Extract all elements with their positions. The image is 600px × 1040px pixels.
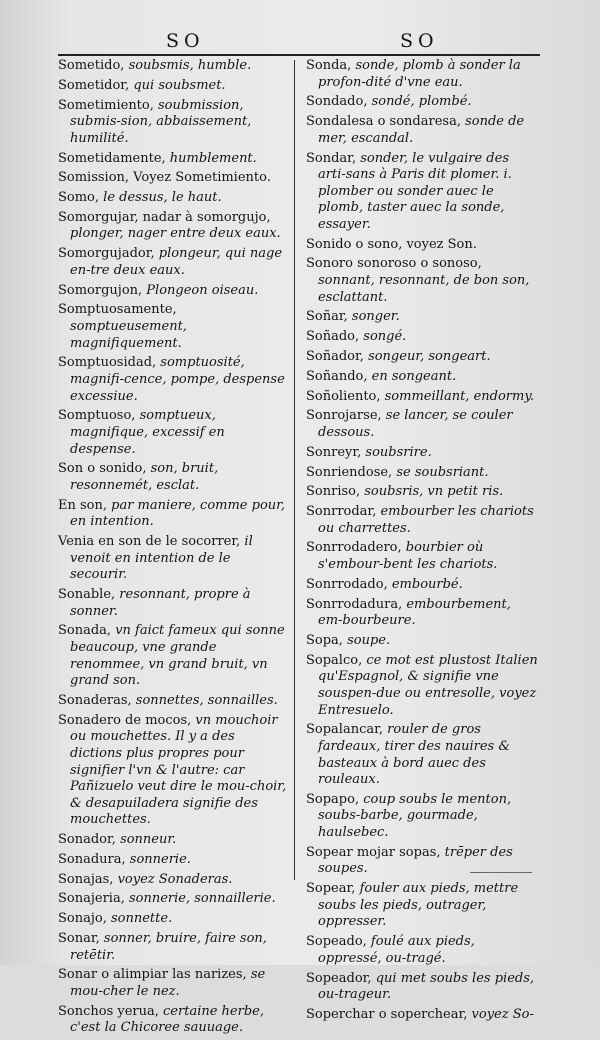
dictionary-entry [306, 256, 538, 306]
dictionary-entry [58, 78, 290, 95]
entry-headword: Sonada, [58, 623, 116, 639]
column-divider [294, 60, 295, 880]
dictionary-entry [58, 170, 290, 187]
dictionary-entry [306, 577, 538, 594]
dictionary-entry [306, 309, 538, 326]
entry-definition: sonnant, resonnant, de bon son, esclattant. [318, 273, 530, 305]
entry-definition: soubsris, vn petit ris. [364, 484, 504, 500]
entry-definition: qui met soubs les pieds, ou-trageur. [318, 970, 535, 1003]
dictionary-entry [58, 911, 290, 928]
entry-headword: Soñado, [306, 329, 364, 345]
entry-headword: Sonar o alimpiar las narizes, [58, 967, 251, 983]
entry-headword: Sonajeria, [58, 891, 129, 907]
entry-definition: embourber les chariots ou charrettes. [318, 504, 534, 536]
dictionary-entry [58, 587, 290, 620]
dictionary-entry [58, 210, 290, 243]
dictionary-entry [306, 94, 538, 111]
dictionary-entry [306, 484, 538, 501]
entry-headword: Sonajas, [58, 871, 118, 887]
entry-definition: son, bruit, resonnemét, esclat. [70, 461, 219, 493]
entry-definition: sonneur. [120, 832, 177, 848]
entry-definition: sondé, plombé. [371, 94, 472, 110]
dictionary-entry [306, 971, 538, 1004]
dictionary-entry [306, 369, 538, 386]
entry-definition: ce mot est plustost Italien qu'Espagnol, & signifie vne souspen-due ou entresolle, voyez Entresuelo. [318, 652, 538, 718]
entry-headword: Somorgujador, [58, 246, 159, 262]
dictionary-entry [58, 534, 290, 584]
entry-definition: sonde de mer, escandal. [318, 114, 525, 146]
entry-headword: Sonadura, [58, 851, 130, 867]
entry-headword: Sonriso, [306, 484, 365, 500]
entry-headword: Sonda, [306, 58, 356, 73]
entry-definition: voyez Sonaderas. [117, 871, 233, 887]
entry-headword: Somptuosamente, [58, 302, 177, 318]
entry-headword: Sometido, [58, 58, 129, 73]
entry-headword: Sonaderas, [58, 692, 136, 708]
dictionary-entry [58, 283, 290, 300]
entry-headword: Sopear mojar sopas, [306, 844, 445, 860]
entry-headword: Soñador, [306, 349, 369, 364]
entry-definition: sonner, bruire, faire son, retētir. [70, 931, 267, 963]
entry-definition: somptueux, magnifique, excessif en despense. [70, 408, 225, 457]
entry-headword: Sonajo, [58, 911, 111, 927]
dictionary-entry [58, 693, 290, 710]
entry-headword: Somorgujon, [58, 282, 147, 298]
entry-definition: sommeillant, endormy. [384, 388, 535, 404]
entry-definition: sonnerie, sonnaillerie. [128, 891, 276, 907]
dictionary-entry [58, 713, 290, 829]
dictionary-entry [58, 891, 290, 908]
entry-definition: bourbier où s'embour-bent les chariots. [318, 540, 498, 573]
entry-headword: Sometimiento, [58, 97, 159, 113]
entry-definition: qui soubsmet. [133, 77, 226, 93]
dictionary-entry [306, 845, 538, 878]
dictionary-entry [58, 623, 290, 689]
dictionary-entry [58, 872, 290, 889]
entry-headword: Somission, Voyez Sometimiento. [58, 170, 271, 186]
entry-definition: soubsmis, humble. [128, 58, 252, 73]
entry-definition: songé. [363, 329, 407, 345]
entry-definition: plonger, nager entre deux eaux. [70, 226, 281, 242]
entry-headword: Sopalco, [306, 652, 367, 668]
entry-definition: trēper des soupes. [318, 844, 513, 877]
entry-headword: Sonriendose, [306, 464, 397, 480]
entry-headword: Sondalesa o sondaresa, [306, 114, 466, 130]
dictionary-entry [306, 597, 538, 630]
page-header [58, 28, 540, 56]
dictionary-entry [58, 98, 290, 148]
entry-headword: Soperchar o soperchear, [306, 1006, 472, 1022]
dictionary-entry [306, 58, 538, 91]
entry-definition: sonnette. [110, 911, 173, 927]
entry-headword: Sonreyr, [306, 444, 366, 460]
entry-definition: fouler aux pieds, mettre soubs les pieds, outrager, oppresser. [318, 881, 519, 930]
entry-definition: humblement. [169, 150, 257, 166]
entry-headword: Sopapo, [306, 791, 364, 807]
dictionary-entry [306, 389, 538, 406]
entry-headword: Sopeado, [306, 934, 371, 950]
dictionary-entry [306, 722, 538, 788]
entry-headword: Sondar, [306, 150, 361, 166]
entry-headword: Sopa, [306, 632, 348, 648]
entry-definition: le dessus, le haut. [103, 190, 222, 206]
entry-headword: Soñando, [306, 368, 372, 384]
entry-definition: plongeur, qui nage en-tre deux eaux. [70, 246, 283, 278]
entry-headword: Sonrrodado, [306, 576, 392, 592]
entry-headword: Sonable, [58, 587, 120, 603]
entry-headword: Sometidor, [58, 77, 134, 93]
dictionary-entry [306, 633, 538, 650]
dictionary-entry [306, 1007, 538, 1024]
entry-definition: songer. [351, 309, 400, 325]
entry-definition: sonder, le vulgaire des arti-sans à Paris dit plomer. i. plomber ou sonder auec le plomb, taster auec la sonde, essayer. [318, 150, 512, 232]
entry-headword: Sopalancar, [306, 722, 388, 738]
dictionary-entry [306, 934, 538, 967]
entry-headword: Sonoro sonoroso o sonoso, [306, 256, 482, 272]
running-head-right: SO [400, 30, 439, 52]
entry-headword: Son o sonido, [58, 461, 151, 477]
entry-definition: embourbement, em-bourbeure. [318, 596, 511, 629]
entry-headword: Sonadero de mocos, [58, 712, 196, 728]
entry-definition: soubsrire. [365, 444, 432, 460]
entry-definition: il venoit en intention de le secourir. [70, 534, 253, 583]
entry-definition: rouler de gros fardeaux, tirer des nauires & basteaux à bord auec des rouleaux. [318, 722, 510, 788]
running-head-left: SO [166, 30, 205, 52]
dictionary-entry [58, 58, 290, 75]
dictionary-entry [58, 967, 290, 1000]
entry-headword: Somptuosidad, [58, 355, 161, 371]
entry-definition: sonnerie. [129, 851, 191, 867]
entry-headword: Sonar, [58, 931, 104, 946]
dictionary-entry [58, 302, 290, 352]
entry-headword: Sometidamente, [58, 150, 170, 166]
entry-headword: Sonrrodadero, [306, 540, 406, 556]
entry-headword: Soñoliento, [306, 388, 385, 404]
entry-definition: foulé aux pieds, oppressé, ou-tragé. [318, 934, 475, 966]
dictionary-entry [58, 832, 290, 849]
dictionary-entry [306, 237, 538, 254]
dictionary-entry [58, 190, 290, 207]
entry-definition: embourbé. [391, 576, 463, 592]
entry-definition: se soubsriant. [396, 464, 489, 480]
entry-definition: vn mouchoir ou mouchettes. Il y a des dictions plus propres pour signifier l'vn & l'autre: car Pañizuelo veut dire le mou-choir, & desapuiladera signifie des mouchettes. [70, 712, 287, 828]
entry-headword: Venia en son de le socorrer, [58, 534, 245, 550]
dictionary-entry [306, 540, 538, 573]
dictionary-entry [306, 329, 538, 346]
entry-definition: soupe. [347, 632, 391, 648]
entry-headword: Sonido o sono, voyez Son. [306, 236, 477, 252]
entry-definition: se lancer, se couler dessous. [318, 408, 513, 440]
dictionary-entry [306, 408, 538, 441]
dictionary-entry [58, 355, 290, 405]
dictionary-entry [306, 445, 538, 462]
entry-definition: voyez So- [471, 1006, 534, 1022]
entry-headword: Sopeador, [306, 970, 376, 986]
entry-definition: Plongeon oiseau. [146, 282, 259, 298]
entry-headword: Sonrrodadura, [306, 596, 407, 612]
dictionary-entry [58, 461, 290, 494]
entry-headword: En son, [58, 497, 112, 513]
entry-headword: Somptuoso, [58, 408, 140, 424]
entry-definition: sonde, plomb à sonder la profon-dité d'vne eau. [318, 58, 521, 90]
entry-headword: Soñar, [306, 309, 352, 325]
entry-definition: en songeant. [371, 368, 457, 384]
entry-headword: Sonrrodar, [306, 504, 381, 520]
dictionary-entry [306, 349, 538, 366]
dictionary-entry [58, 246, 290, 279]
dictionary-entry [306, 504, 538, 537]
dictionary-entry [58, 931, 290, 964]
entry-definition: songeur, songeart. [368, 349, 491, 364]
dictionary-entry [58, 151, 290, 168]
entry-headword: Somorgujar, nadar à somorgujo, [58, 209, 271, 225]
catchword-rule [470, 872, 532, 873]
entry-definition: somptuosité, magnifi-cence, pompe, despense excessiue. [70, 355, 285, 404]
dictionary-entry [306, 881, 538, 931]
dictionary-entry [306, 792, 538, 842]
entry-definition: sonnettes, sonnailles. [135, 692, 278, 708]
entry-definition: coup soubs le menton, soubs-barbe, gourmade, haulsebec. [318, 791, 512, 841]
entry-definition: somptueusement, magnifiquement. [70, 319, 187, 351]
entry-definition: soubmission, submis-sion, abbaissement, humilité. [70, 97, 252, 146]
entry-headword: Sonrojarse, [306, 408, 386, 424]
dictionary-entry [58, 498, 290, 531]
entry-definition: par maniere, comme pour, en intention. [70, 497, 286, 530]
entry-definition: certaine herbe, c'est la Chicoree sauuage. [70, 1003, 264, 1036]
right-column [306, 58, 538, 1027]
entry-definition: resonnant, propre à sonner. [70, 587, 251, 619]
entry-headword: Somo, [58, 190, 104, 206]
entry-definition: se mou-cher le nez. [70, 967, 266, 999]
dictionary-entry [306, 114, 538, 147]
entry-headword: Sondado, [306, 94, 372, 110]
dictionary-entry [306, 653, 538, 719]
dictionary-entry [306, 151, 538, 234]
entry-definition: vn faict fameux qui sonne beaucoup, vne grande renommee, vn grand bruit, vn grand son. [70, 623, 285, 689]
dictionary-entry [58, 408, 290, 458]
entry-headword: Sopear, [306, 881, 360, 897]
entry-headword: Sonador, [58, 832, 121, 848]
dictionary-entry [58, 852, 290, 869]
left-column [58, 58, 290, 1040]
dictionary-entry [306, 465, 538, 482]
entry-headword: Sonchos yerua, [58, 1003, 164, 1019]
dictionary-entry [58, 1004, 290, 1037]
